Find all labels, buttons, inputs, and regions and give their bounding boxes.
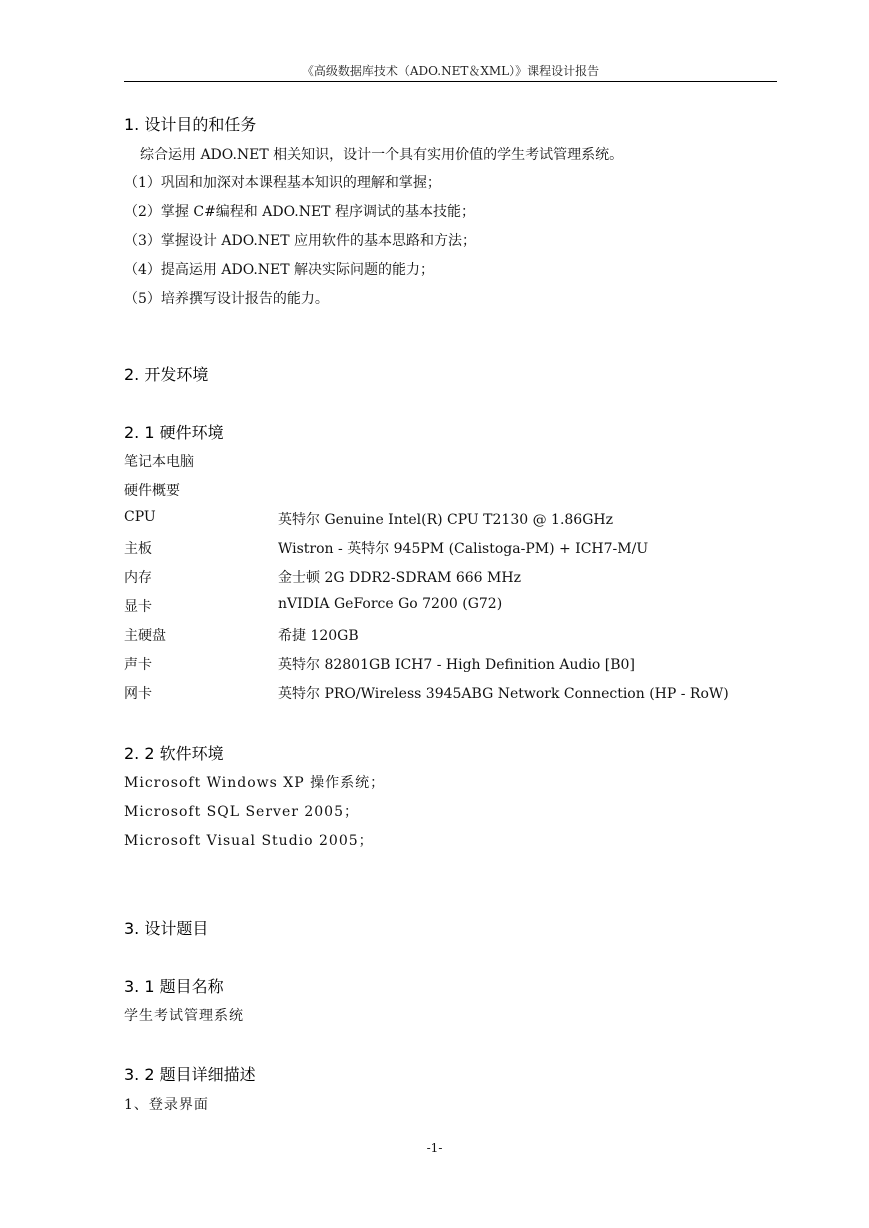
list-item: （5）培养撰写设计报告的能力。: [124, 291, 329, 307]
list-item: （1）巩固和加深对本课程基本知识的理解和掌握；: [124, 175, 441, 191]
hardware-label: 显卡: [124, 599, 152, 615]
page-number: -1-: [426, 1141, 443, 1155]
hardware-line: 硬件概要: [124, 483, 180, 499]
list-item: （4）提高运用 ADO.NET 解决实际问题的能力；: [124, 262, 435, 278]
section-1-heading: 1. 设计目的和任务: [124, 115, 257, 134]
topic-detail-text: 1、登录界面: [124, 1097, 209, 1113]
hardware-value: 英特尔 PRO/Wireless 3945ABG Network Connection (HP - RoW): [278, 686, 729, 702]
software-heading: 2. 2 软件环境: [124, 744, 224, 763]
hardware-value: 希捷 120GB: [278, 628, 359, 644]
topic-name-heading: 3. 1 题目名称: [124, 977, 224, 996]
hardware-label: 声卡: [124, 657, 152, 673]
topic-detail-heading: 3. 2 题目详细描述: [124, 1065, 256, 1084]
hardware-value: Wistron - 英特尔 945PM (Calistoga-PM) + ICH7-M/U: [278, 541, 649, 557]
hardware-label: 内存: [124, 570, 152, 586]
hardware-label: CPU: [124, 509, 156, 525]
hardware-label: 主板: [124, 541, 152, 557]
hardware-label: 网卡: [124, 686, 152, 702]
list-item: （2）掌握 C#编程和 ADO.NET 程序调试的基本技能；: [124, 204, 475, 220]
hardware-value: 英特尔 82801GB ICH7 - High Definition Audio [B0]: [278, 657, 635, 673]
hardware-line: 笔记本电脑: [124, 454, 194, 470]
software-line: Microsoft Windows XP 操作系统；: [124, 775, 386, 791]
hardware-label: 主硬盘: [124, 628, 166, 644]
topic-name-text: 学生考试管理系统: [124, 1008, 244, 1024]
hardware-value: nVIDIA GeForce Go 7200 (G72): [278, 596, 503, 612]
section-3-heading: 3. 设计题目: [124, 919, 209, 938]
hardware-value: 金士顿 2G DDR2-SDRAM 666 MHz: [278, 570, 521, 586]
list-item: （3）掌握设计 ADO.NET 应用软件的基本思路和方法；: [124, 233, 477, 249]
software-line: Microsoft SQL Server 2005；: [124, 804, 359, 820]
software-line: Microsoft Visual Studio 2005；: [124, 833, 374, 849]
page-header: 《高级数据库技术（ADO.NET＆XML）》课程设计报告: [301, 64, 600, 78]
hardware-value: 英特尔 Genuine Intel(R) CPU T2130 @ 1.86GHz: [278, 512, 613, 528]
section-2-heading: 2. 开发环境: [124, 365, 209, 384]
hardware-heading: 2. 1 硬件环境: [124, 423, 224, 442]
section-1-intro: 综合运用 ADO.NET 相关知识，设计一个具有实用价值的学生考试管理系统。: [140, 147, 624, 163]
header-rule: [124, 81, 777, 82]
